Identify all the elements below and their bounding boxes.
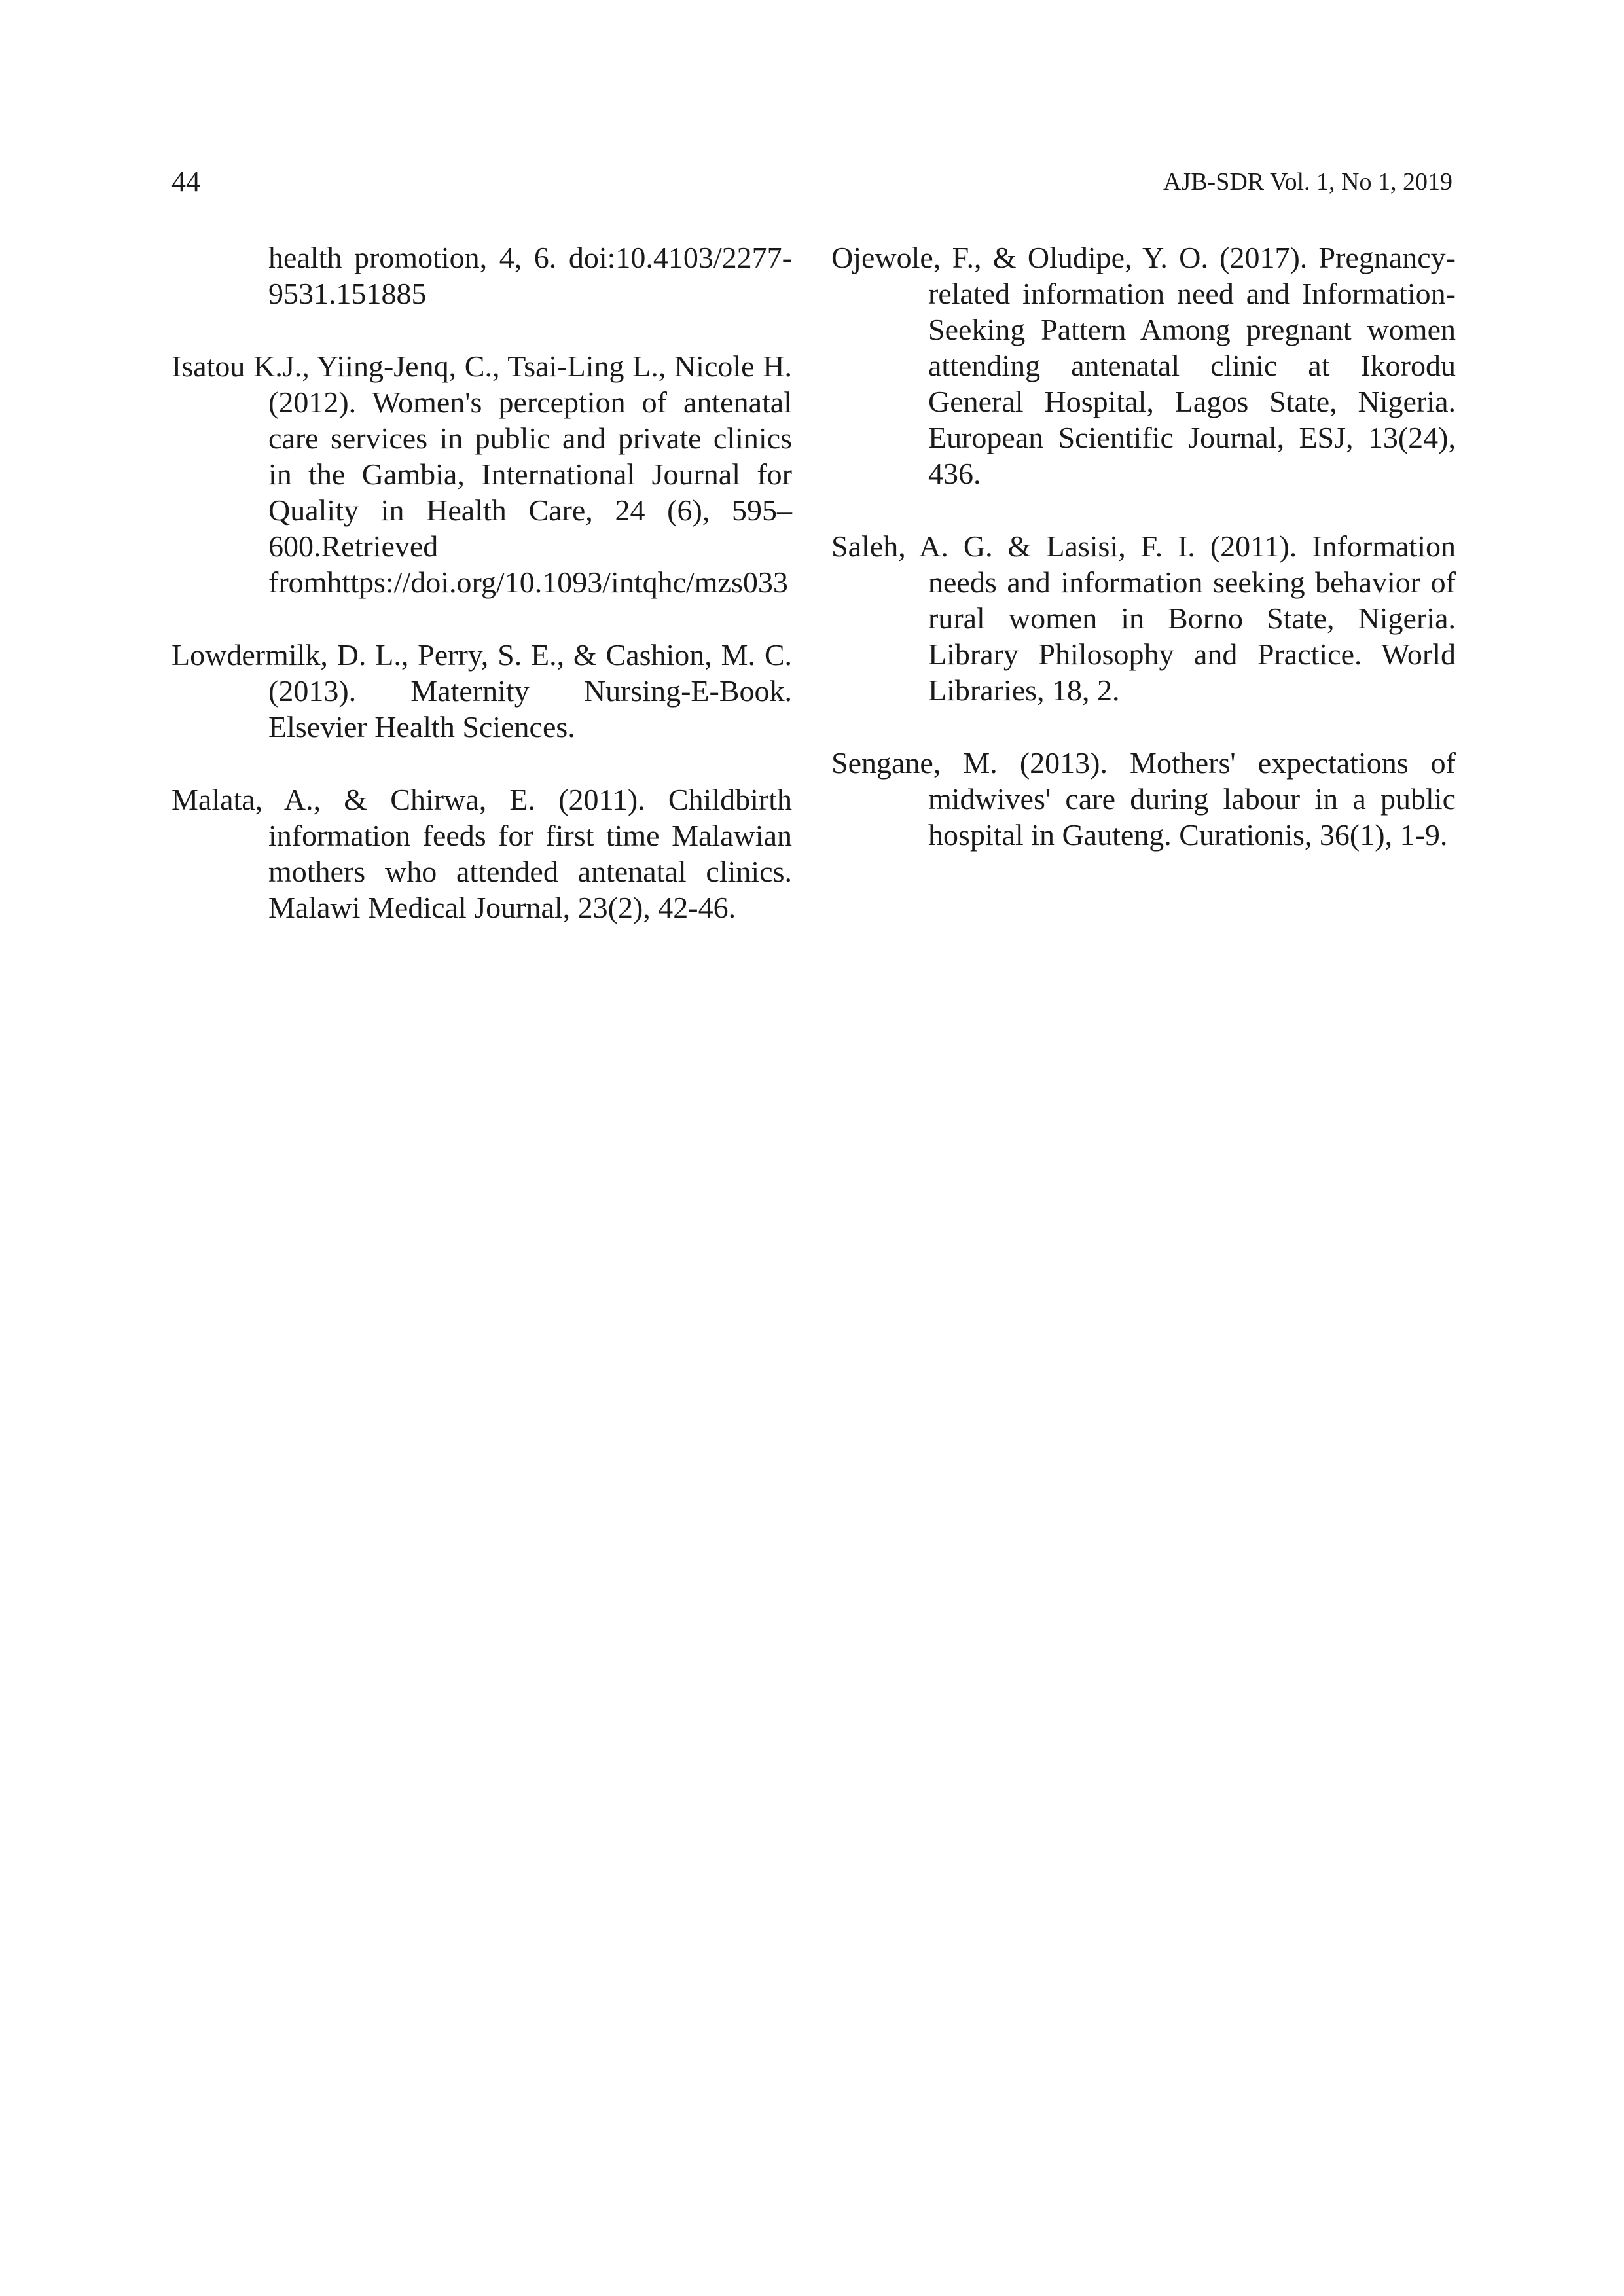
running-header: AJB-SDR Vol. 1, No 1, 2019 (1163, 168, 1453, 196)
reference-entry: health promotion, 4, 6. doi:10.4103/2277-9531.151885 (268, 241, 792, 310)
reference-entry: Saleh, A. G. & Lasisi, F. I. (2011). Information needs and information seeking behavior of rural women in Borno State, Nigeria. Library Philosophy and Practice. World Libraries, 18, 2. (831, 529, 1456, 707)
reference-entry: Lowdermilk, D. L., Perry, S. E., & Cashion, M. C. (2013). Maternity Nursing-E-Book. Elsevier Health Sciences. (171, 638, 792, 744)
references-left-column (171, 240, 792, 962)
reference-entry: Sengane, M. (2013). Mothers' expectations of midwives' care during labour in a public hospital in Gauteng. Curationis, 36(1), 1-9. (831, 746, 1456, 852)
reference-entry: Ojewole, F., & Oludipe, Y. O. (2017). Pregnancy-related information need and Information-Seeking Pattern Among pregnant women attending antenatal clinic at Ikorodu General Hospital, Lagos State, Nigeria. European Scientific Journal, ESJ, 13(24), 436. (831, 241, 1456, 490)
references-right-column (831, 240, 1456, 889)
reference-entry: Isatou K.J., Yiing-Jenq, C., Tsai-Ling L., Nicole H. (2012). Women's perception of antenatal care services in public and private clinics in the Gambia, International Journal for Quality in Health Care, 24 (6), 595–600.Retrieved fromhttps://doi.org/10.1093/intqhc/mzs033 (171, 350, 792, 599)
page-number: 44 (171, 166, 200, 198)
reference-entry: Malata, A., & Chirwa, E. (2011). Childbirth information feeds for first time Malawian mothers who attended antenatal clinics. Malawi Medical Journal, 23(2), 42-46. (171, 783, 792, 924)
